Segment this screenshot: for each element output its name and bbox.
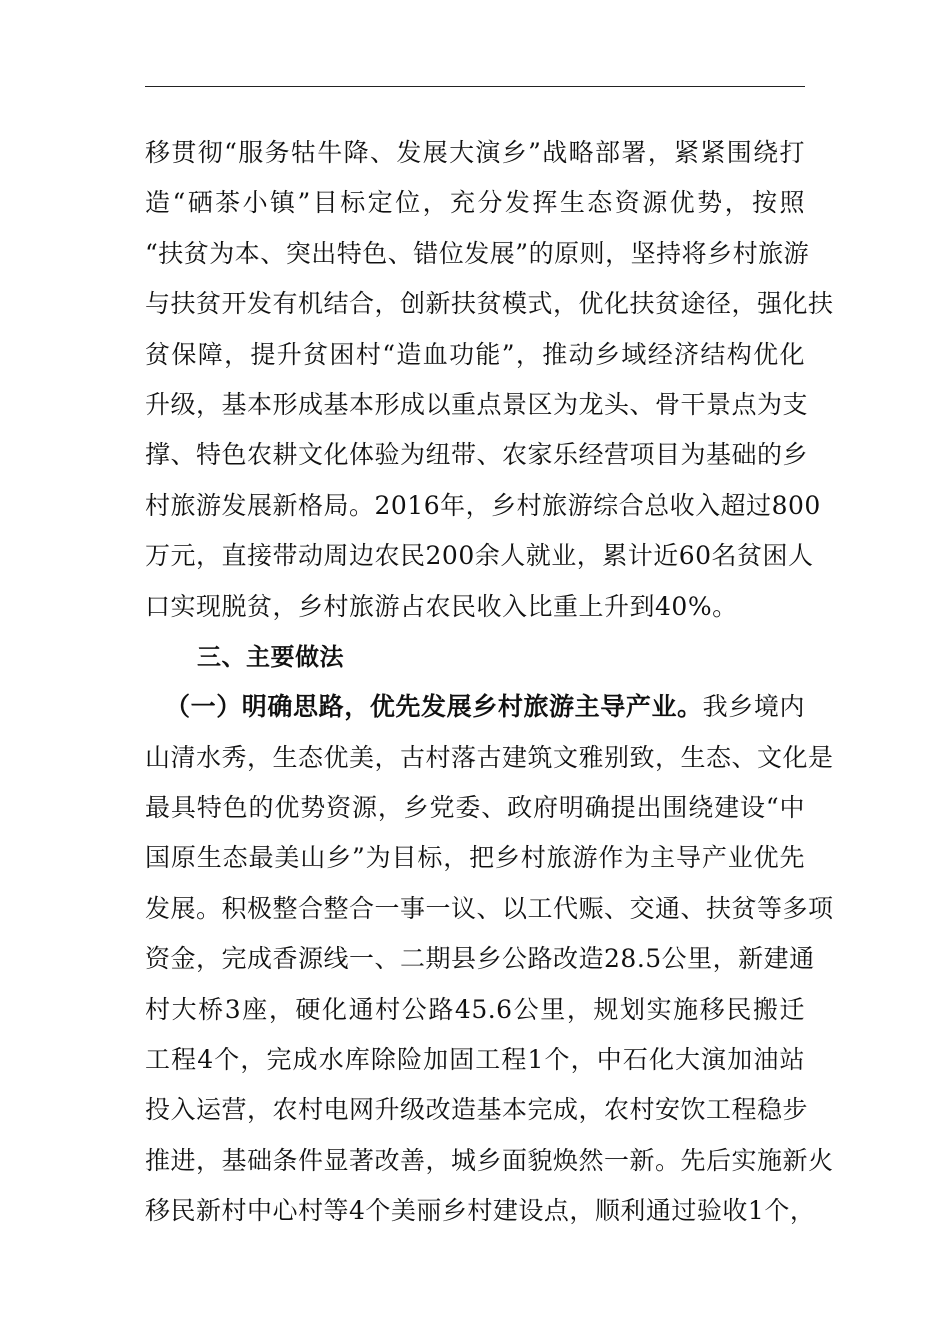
text-line: 撑、特色农耕文化体验为纽带、农家乐经营项目为基础的乡 — [145, 440, 809, 470]
subsection-lead-text: 我乡境内 — [702, 692, 805, 722]
text-line: 万元，直接带动周边农民200余人就业，累计近60名贫困人 — [145, 541, 814, 571]
header-rule — [145, 86, 805, 87]
text-line: 资金，完成香源线一、二期县乡公路改造28.5公里，新建通 — [145, 944, 815, 974]
text-line: 移民新村中心村等4个美丽乡村建设点，顺利通过验收1个， — [145, 1196, 816, 1226]
text-line: 村大桥3座，硬化通村公路45.6公里，规划实施移民搬迁 — [145, 994, 805, 1024]
text-line: 推进，基础条件显著改善，城乡面貌焕然一新。先后实施新火 — [145, 1145, 834, 1175]
subsection-title: （一）明确思路，优先发展乡村旅游主导产业。 — [165, 692, 703, 722]
text-line: 升级，基本形成基本形成以重点景区为龙头、骨干景点为支 — [145, 389, 809, 419]
body-text — [145, 128, 834, 1237]
text-line: 移贯彻“服务牯牛降、发展大演乡”战略部署，紧紧围绕打 — [145, 138, 805, 167]
section-heading: 三、主要做法 — [197, 642, 344, 671]
text-line: 工程4个，完成水库除险加固工程1个，中石化大演加油站 — [145, 1045, 805, 1075]
text-line: 最具特色的优势资源，乡党委、政府明确提出围绕建设“中 — [145, 793, 805, 823]
text-line: 国原生态最美山乡”为目标，把乡村旅游作为主导产业优先 — [145, 843, 805, 873]
text-line: 山清水秀，生态优美，古村落古建筑文雅别致，生态、文化是 — [145, 742, 834, 772]
text-line: 口实现脱贫，乡村旅游占农民收入比重上升到40%。 — [145, 591, 738, 621]
text-line: “扶贫为本、突出特色、错位发展”的原则，坚持将乡村旅游 — [145, 238, 810, 268]
text-line: 与扶贫开发有机结合，创新扶贫模式，优化扶贫途径，强化扶 — [145, 289, 834, 319]
subsection-first-line — [145, 682, 805, 732]
text-line: 贫保障，提升贫困村“造血功能”，推动乡域经济结构优化 — [145, 339, 805, 369]
text-line: 造“硒茶小镇”目标定位，充分发挥生态资源优势，按照 — [145, 188, 805, 218]
text-line: 发展。积极整合整合一事一议、以工代赈、交通、扶贫等多项 — [145, 893, 834, 923]
text-line: 村旅游发展新格局。2016年，乡村旅游综合总收入超过800 — [145, 490, 821, 520]
text-line: 投入运营，农村电网升级改造基本完成，农村安饮工程稳步 — [145, 1095, 809, 1125]
